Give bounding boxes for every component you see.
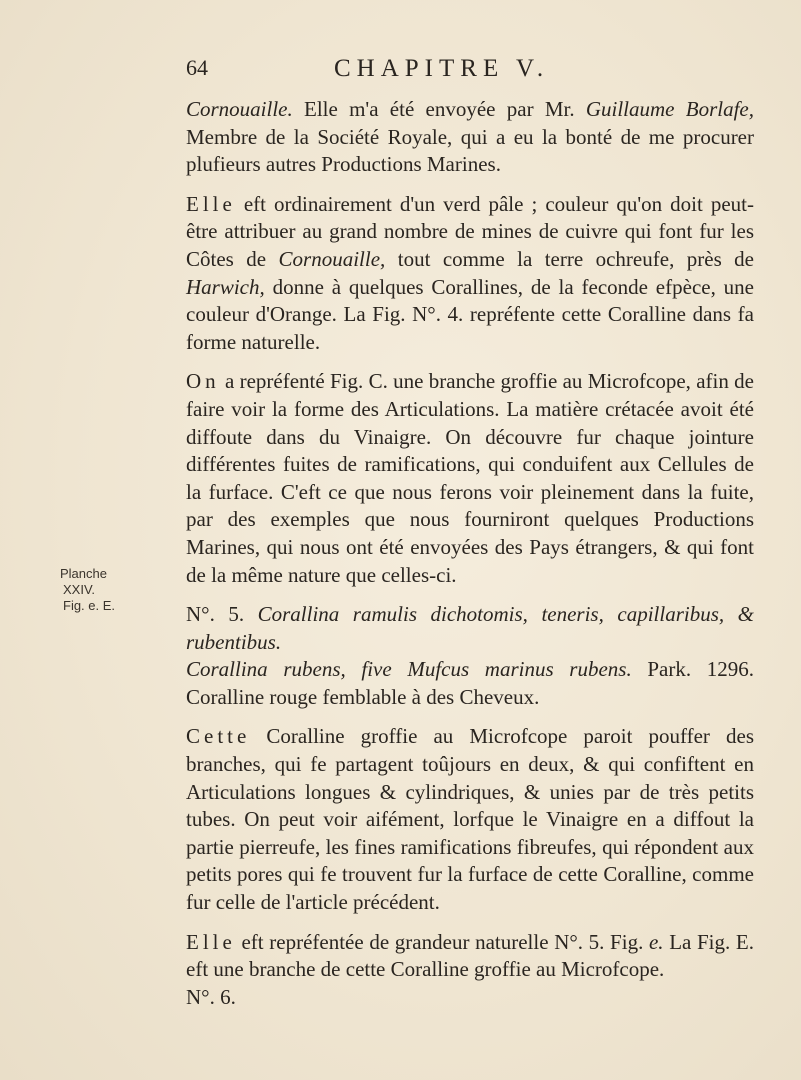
place-name: Harwich, bbox=[186, 274, 265, 299]
paragraph-5-synonym bbox=[186, 656, 754, 711]
paragraph-3 bbox=[186, 368, 754, 589]
place-name: Cornouaille. bbox=[186, 97, 293, 121]
text-run: eft repréfentée de grandeur naturelle N°. 5. Fig. bbox=[235, 929, 649, 954]
species-number: N°. 5. bbox=[186, 602, 258, 627]
paragraph-1 bbox=[186, 96, 754, 179]
paragraph-4-species-heading bbox=[186, 601, 754, 656]
margin-note-plate: Planche bbox=[60, 566, 107, 581]
margin-note-figures: Fig. e. E. bbox=[63, 598, 116, 613]
lead-word: Elle bbox=[186, 929, 236, 954]
person-name: Guillaume Borlafe, bbox=[585, 97, 754, 121]
lead-word: Elle bbox=[186, 191, 236, 216]
lead-word: On bbox=[186, 369, 220, 394]
text-run: La Fig. E. eft une branche de cette Coralline groffie au Microfcope. bbox=[186, 929, 754, 982]
text-run: a repréfenté Fig. C. une branche groffie au Microfcope, afin de faire voir la forme des Articulations. La matière crétacée avoit été diffoute dans du Vinaigre. On découvre fur chaque jointure différentes fuites de ramifications, qui conduifent aux Cellules de la furface. C'eft ce que nous ferons voir pleinement dans la fuite, par des exemples que nous fourniront quelques Productions Marines, qui nous ont été envoyées des Pays étrangers, & qui font de la même nature que celles-ci. bbox=[186, 369, 754, 587]
paragraph-7 bbox=[186, 929, 754, 984]
text-run: eft ordinairement d'un verd pâle ; couleur qu'on doit peut-être attribuer au grand nombre de mines de cuivre qui font fur les Côtes de bbox=[186, 191, 754, 271]
margin-note-plate-number: XXIV. bbox=[63, 582, 96, 597]
figure-letter: e. bbox=[648, 929, 664, 954]
place-name: Cornouaille, bbox=[278, 246, 386, 271]
text-run: Membre de la Société Royale, qui a eu la bonté de me procurer plufieurs autres Productions Marines. bbox=[186, 124, 754, 177]
synonym-latin-name: Corallina rubens, five Mufcus marinus rubens. bbox=[186, 657, 632, 682]
text-run: Coralline groffie au Microfcope paroit pouffer des branches, qui fe partagent toûjours en deux, & qui confiftent en Articulations longues & cylindriques, & unies par de très petits tubes. On peut voir aifément, lorfque le Vinaigre en a diffout la partie pierreufe, les fines ramifications fibreufes, qui répondent aux petits pores qui fe trouvent fur la furface de cette Coralline, comme fur celle de l'article précédent. bbox=[186, 724, 754, 915]
margin-note bbox=[60, 566, 120, 614]
text-run: tout comme la terre ochreufe, près de bbox=[385, 246, 755, 271]
text-run: donne à quelques Corallines, de la feconde efpèce, une couleur d'Orange. La Fig. N°. 4. repréfente cette Coralline dans fa forme naturelle. bbox=[186, 274, 754, 354]
running-header bbox=[186, 55, 746, 89]
paragraph-2 bbox=[186, 191, 754, 357]
species-latin-name: Corallina ramulis dichotomis, teneris, capillaribus, & rubentibus. bbox=[186, 602, 754, 654]
catchword: N°. 6. bbox=[186, 984, 236, 1009]
paragraph-6 bbox=[186, 723, 754, 916]
lead-word: Cette bbox=[186, 724, 251, 749]
chapter-title: CHAPITRE V. bbox=[334, 55, 550, 82]
body-text bbox=[186, 96, 754, 1023]
text-run: Park. 1296. Coralline rouge femblable à des Cheveux. bbox=[186, 657, 754, 709]
text-run: Elle m'a été envoyée par Mr. bbox=[292, 97, 586, 121]
page-number: 64 bbox=[186, 55, 208, 80]
